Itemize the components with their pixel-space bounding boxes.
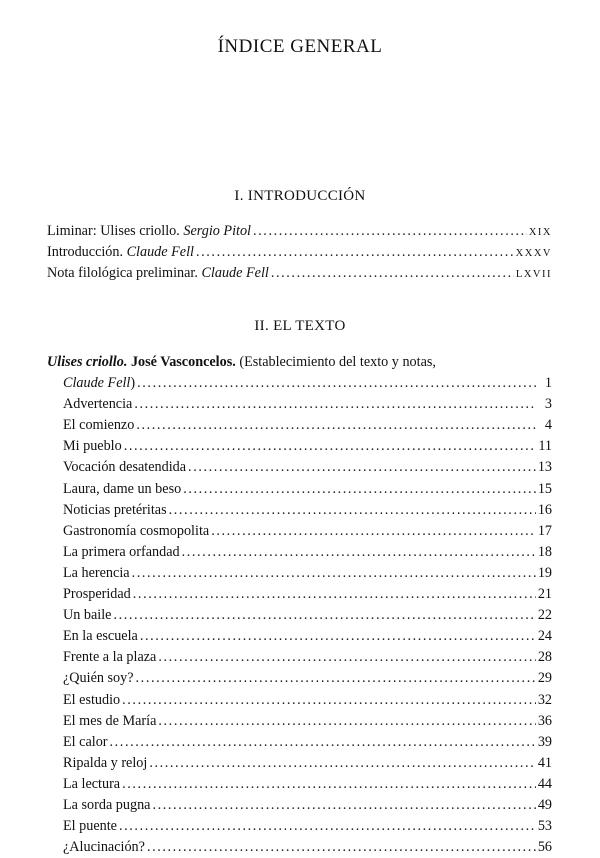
toc-entry-author: Sergio Pitol (183, 223, 251, 239)
dot-leader (149, 753, 535, 774)
toc-entry-author: Claude Fell (201, 265, 269, 282)
note-close: ) (130, 375, 136, 392)
dot-leader (122, 690, 536, 711)
toc-entry (47, 711, 552, 732)
toc-entry-title: Frente a la plaza (63, 649, 157, 666)
dot-leader (183, 479, 536, 500)
toc-page-number: 1 (544, 375, 552, 392)
toc-entry-label (47, 263, 269, 284)
section-title-el-texto: II. EL TEXTO (254, 318, 346, 334)
toc-entry-title: El comienzo (63, 417, 135, 434)
dot-leader (110, 732, 536, 753)
toc-entry (47, 542, 552, 563)
toc-entry-title: El estudio (63, 691, 121, 708)
toc-page-number: 3 (544, 396, 552, 413)
toc-entry-title: En la escuela (63, 628, 138, 645)
toc-page-number: 56 (537, 839, 552, 856)
toc-entry-author: Claude Fell (126, 244, 194, 261)
dot-leader (136, 415, 536, 436)
toc-page-number: 21 (537, 586, 552, 603)
toc-entry (47, 263, 552, 284)
toc-entry-title: ¿Quién soy? (63, 670, 134, 687)
toc-page-number: XIX (528, 227, 552, 238)
toc-entry-title: Vocación desatendida (63, 459, 187, 476)
toc-entry-title: Mi pueblo (63, 438, 122, 455)
dot-leader (147, 837, 536, 858)
dot-leader (158, 647, 535, 668)
toc-entry-title: El calor (63, 733, 108, 750)
toc-entry (47, 500, 552, 521)
toc-entry (47, 415, 552, 436)
toc-page-number: 17 (537, 522, 552, 539)
toc-page-number: 13 (537, 459, 552, 476)
dot-leader (152, 795, 535, 816)
toc-page-number: 39 (537, 733, 552, 750)
toc-entry (47, 242, 552, 263)
toc-entry-title: La primera orfandad (63, 543, 180, 560)
toc-entry (47, 816, 552, 837)
book-heading (47, 352, 552, 373)
book-author: José Vasconcelos. (127, 354, 236, 370)
toc-entry (47, 647, 552, 668)
toc-entry-title: La herencia (63, 564, 130, 581)
toc-entry-title: La sorda pugna (63, 796, 151, 813)
toc-entry-title: El puente (63, 818, 117, 835)
dot-leader (136, 668, 536, 689)
toc-entry (47, 837, 552, 858)
toc-page-number: 16 (537, 501, 552, 518)
dot-leader (140, 626, 536, 647)
toc-page-number: 41 (537, 754, 552, 771)
toc-entry (47, 690, 552, 711)
dot-leader (182, 542, 536, 563)
book-note: (Establecimiento del texto y notas, (235, 354, 436, 370)
dot-leader (211, 521, 536, 542)
page-title: ÍNDICE GENERAL (217, 36, 383, 57)
toc-entry-text: Nota filológica preliminar. (47, 265, 202, 282)
toc-page-number: 18 (537, 543, 552, 560)
toc-page-number: 28 (537, 649, 552, 666)
toc-entry (47, 795, 552, 816)
dot-leader (137, 373, 536, 394)
toc-entry (47, 479, 552, 500)
toc-page-number: 19 (537, 564, 552, 581)
toc-page-number: XXXV (515, 248, 552, 260)
dot-leader (119, 816, 536, 837)
dot-leader (132, 563, 536, 584)
toc-entry-title: Gastronomía cosmopolita (63, 522, 210, 539)
toc-entry (47, 732, 552, 753)
toc-page-number: LXVII (515, 269, 552, 281)
toc-page-number: 22 (537, 607, 552, 624)
dot-leader (158, 711, 535, 732)
toc-entry (47, 753, 552, 774)
toc-entry (47, 668, 552, 689)
toc-entry-label (63, 373, 135, 394)
toc-page-number: 32 (537, 691, 552, 708)
dot-leader (188, 457, 536, 478)
toc-entry-title: Laura, dame un beso (63, 480, 182, 497)
dot-leader (122, 774, 536, 795)
toc-introduccion (47, 221, 552, 284)
toc-entry-title: Prosperidad (63, 586, 131, 603)
toc-entry-title: ¿Alucinación? (63, 839, 145, 856)
toc-entry-title: Ripalda y reloj (63, 754, 148, 771)
dot-leader (113, 605, 535, 626)
toc-entry (47, 563, 552, 584)
toc-page-number: 4 (544, 417, 552, 434)
toc-page-number: 53 (537, 818, 552, 835)
toc-entry (47, 394, 552, 415)
toc-entry-label (47, 221, 251, 242)
toc-entry-title: Un baile (63, 607, 112, 624)
book-title: Ulises criollo. (47, 354, 128, 370)
toc-entry-text: Liminar: Ulises criollo. (47, 223, 184, 239)
toc-page-number: 24 (537, 628, 552, 645)
toc-page-number: 15 (537, 480, 552, 497)
toc-entry-title: El mes de María (63, 712, 157, 729)
toc-entry-title: Noticias pretéritas (63, 501, 167, 518)
toc-entry-title: La lectura (63, 775, 121, 792)
toc-entry (47, 457, 552, 478)
toc-entry (47, 221, 552, 242)
toc-entry-text: Introducción. (47, 244, 127, 261)
toc-entry (47, 436, 552, 457)
dot-leader (271, 263, 514, 284)
toc-entry-title: Advertencia (63, 396, 133, 413)
dot-leader (169, 500, 536, 521)
section-title-introduccion: I. INTRODUCCIÓN (234, 188, 366, 204)
toc-entry (47, 626, 552, 647)
toc-entry (47, 521, 552, 542)
dot-leader (124, 436, 536, 457)
toc-page-number: 29 (537, 670, 552, 687)
toc-page-number: 36 (537, 712, 552, 729)
toc-page-number: 49 (537, 796, 552, 813)
toc-entry-book-note (47, 373, 552, 394)
toc-page-number: 44 (537, 775, 552, 792)
toc-entry (47, 584, 552, 605)
toc-el-texto (47, 352, 552, 858)
toc-entry-label (47, 242, 194, 263)
toc-page-number: 11 (538, 438, 552, 455)
dot-leader (196, 242, 514, 263)
dot-leader (253, 221, 527, 242)
note-author: Claude Fell (63, 375, 131, 392)
toc-entry (47, 605, 552, 626)
dot-leader (134, 394, 536, 415)
toc-entry (47, 774, 552, 795)
dot-leader (133, 584, 536, 605)
